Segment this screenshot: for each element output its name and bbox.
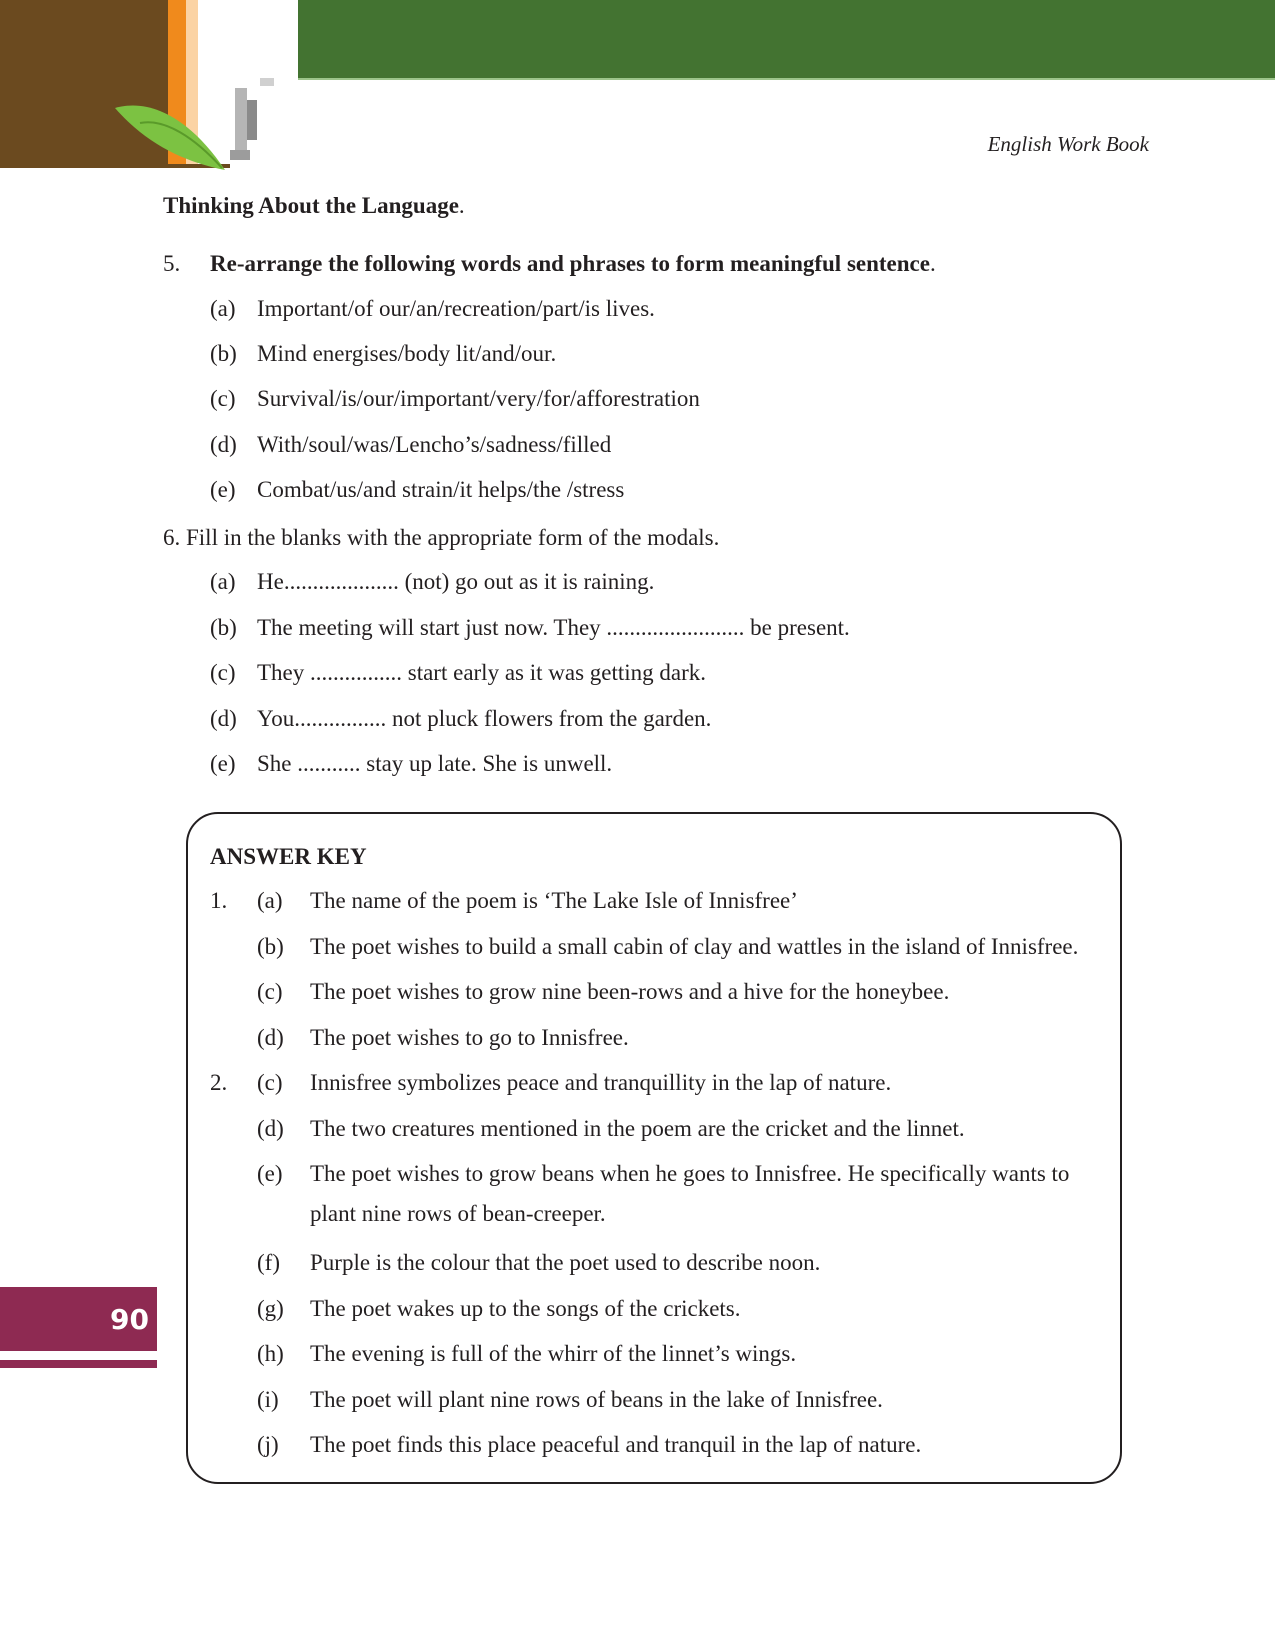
question-6-item-text: You................ not pluck flowers from the garden. — [257, 706, 712, 731]
answer-key-item-label: (c) — [257, 1070, 283, 1095]
answer-key-item-text: The two creatures mentioned in the poem are the cricket and the linnet. — [310, 1116, 965, 1141]
answer-key-item-label: (d) — [257, 1116, 284, 1141]
answer-key-item-text: The poet will plant nine rows of beans in the lake of Innisfree. — [310, 1387, 883, 1412]
question-5-item-text: Survival/is/our/important/very/for/afforestration — [257, 386, 700, 411]
question-5-number: 5. — [163, 251, 181, 276]
answer-key-item-text: The poet wishes to build a small cabin of clay and wattles in the island of Innisfree. — [310, 934, 1079, 959]
answer-key-item-label: (i) — [257, 1387, 279, 1412]
answer-key-item-text: The poet wakes up to the songs of the crickets. — [310, 1296, 741, 1321]
answer-key-item-text: Purple is the colour that the poet used to describe noon. — [310, 1250, 821, 1275]
answer-key-number: 2. — [210, 1070, 228, 1095]
header-green-bar — [298, 0, 1275, 78]
answer-key-item-text: The evening is full of the whirr of the linnet’s wings. — [310, 1341, 797, 1366]
running-head: English Work Book — [987, 132, 1149, 156]
section-title: Thinking About the Language. — [163, 193, 465, 218]
question-5-item-label: (b) — [210, 341, 237, 366]
question-5-item-label: (a) — [210, 296, 236, 321]
question-6-item-label: (b) — [210, 615, 237, 640]
answer-key-item-text: The poet wishes to grow nine been-rows and a hive for the honeybee. — [310, 979, 950, 1004]
question-6-item-text: The meeting will start just now. They ........................ be present. — [257, 615, 850, 640]
answer-key-item-label: (c) — [257, 979, 283, 1004]
question-5-item-label: (d) — [210, 432, 237, 457]
answer-key-item-label: (g) — [257, 1296, 284, 1321]
answer-key-item-label: (b) — [257, 934, 284, 959]
question-5-item-label: (e) — [210, 477, 236, 502]
answer-key-item-text: The name of the poem is ‘The Lake Isle of Innisfree’ — [310, 888, 798, 913]
answer-key-item-text: The poet finds this place peaceful and tranquil in the lap of nature. — [310, 1432, 922, 1457]
answer-key-item-label: (a) — [257, 888, 283, 913]
answer-key-item-label: (j) — [257, 1432, 279, 1457]
page-number-tab-line — [0, 1360, 157, 1368]
question-6-item-label: (e) — [210, 751, 236, 776]
question-6-item-text: She ........... stay up late. She is unwell. — [257, 751, 613, 776]
header-green-line — [298, 78, 1275, 80]
answer-key-item-label: (e) — [257, 1161, 283, 1186]
question-6-heading: 6. Fill in the blanks with the appropriate form of the modals. — [163, 525, 720, 550]
answer-key-item-text-continued: plant nine rows of bean-creeper. — [310, 1201, 606, 1226]
question-5-item-text: Important/of our/an/recreation/part/is lives. — [257, 296, 655, 321]
answer-key-item-text: The poet wishes to grow beans when he goes to Innisfree. He specifically wants to — [310, 1161, 1070, 1186]
answer-key-number: 1. — [210, 888, 228, 913]
question-6-item-label: (d) — [210, 706, 237, 731]
question-5-heading: Re-arrange the following words and phrases to form meaningful sentence. — [210, 251, 936, 276]
answer-key-item-text: Innisfree symbolizes peace and tranquillity in the lap of nature. — [310, 1070, 892, 1095]
question-5-item-text: Mind energises/body lit/and/our. — [257, 341, 557, 366]
question-6-item-label: (c) — [210, 660, 236, 685]
answer-key-item-text: The poet wishes to go to Innisfree. — [310, 1025, 629, 1050]
question-6-item-text: They ................ start early as it was getting dark. — [257, 660, 707, 685]
leaf-decoration-icon — [110, 78, 290, 174]
question-6-item-label: (a) — [210, 569, 236, 594]
answer-key-item-label: (f) — [257, 1250, 280, 1275]
answer-key-item-label: (d) — [257, 1025, 284, 1050]
question-6-item-text: He.................... (not) go out as it is raining. — [257, 569, 655, 594]
question-5-item-text: Combat/us/and strain/it helps/the /stress — [257, 477, 625, 502]
answer-key-title: ANSWER KEY — [210, 844, 367, 869]
page-number: 90 — [110, 1303, 149, 1336]
question-5-item-label: (c) — [210, 386, 236, 411]
answer-key-item-label: (h) — [257, 1341, 284, 1366]
question-5-item-text: With/soul/was/Lencho’s/sadness/filled — [257, 432, 612, 457]
